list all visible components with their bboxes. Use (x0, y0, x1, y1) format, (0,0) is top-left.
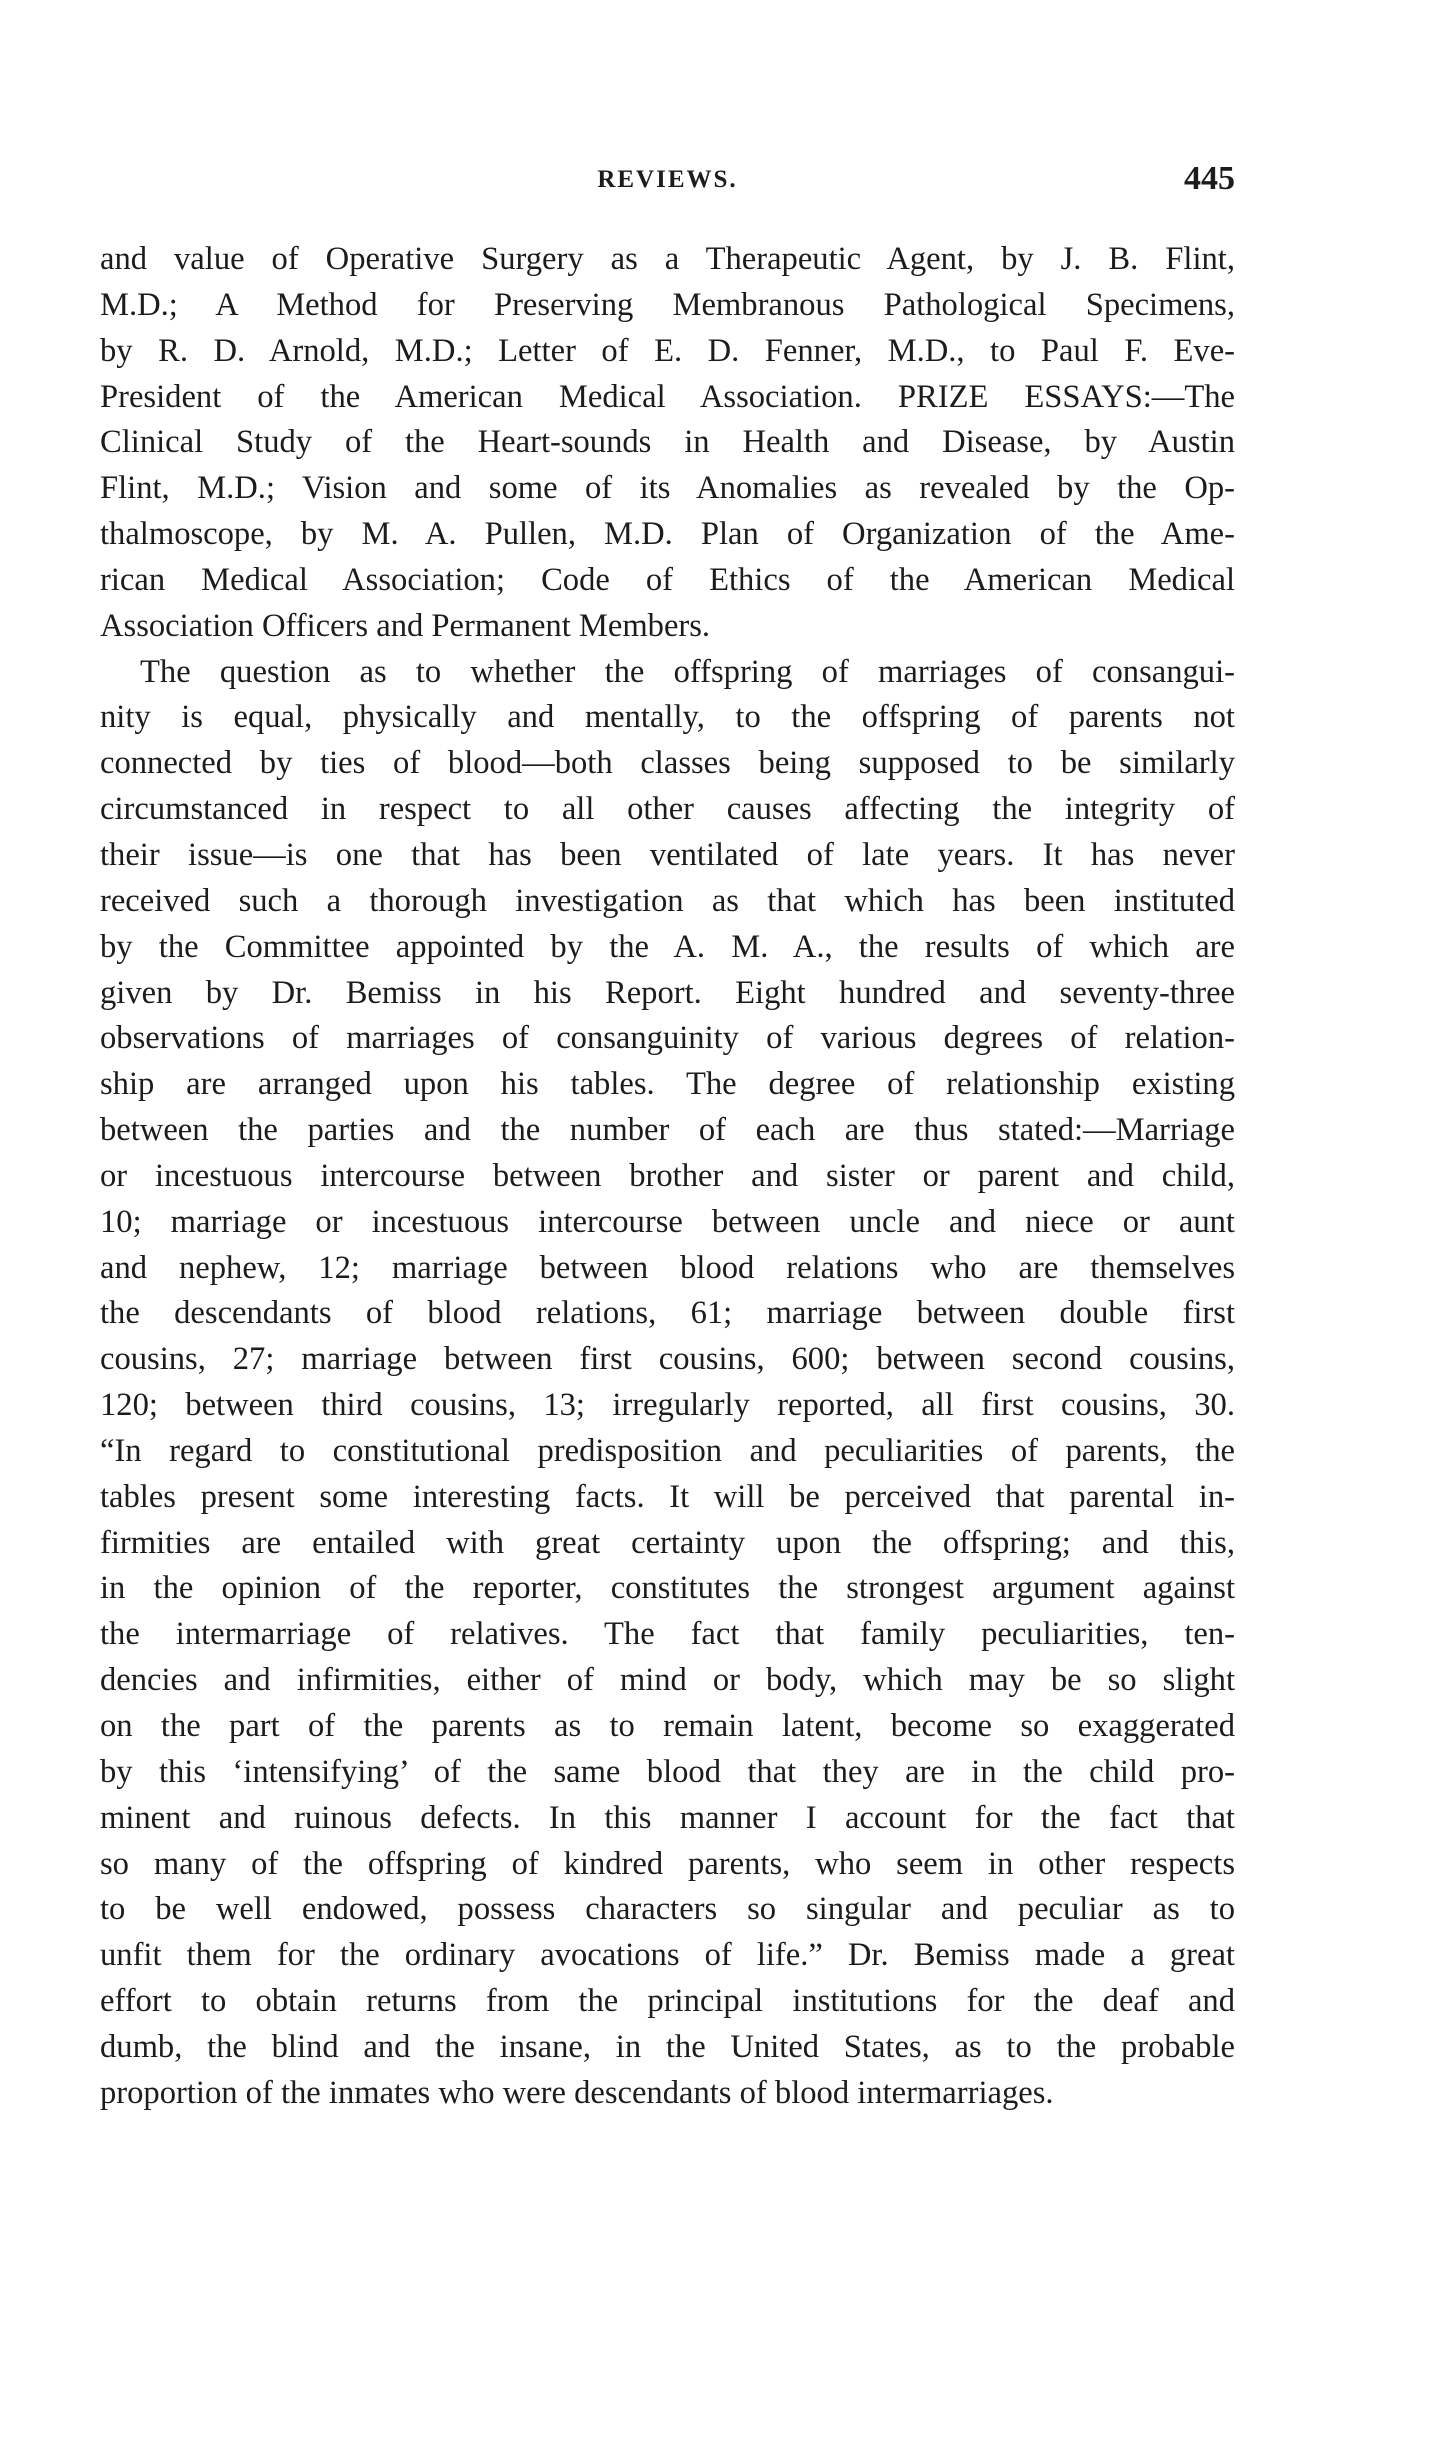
paragraph (100, 650, 1235, 2117)
text-line: rican Medical Association; Code of Ethics of the American Medical (100, 561, 1235, 598)
text-line: The question as to whether the offspring of marriages of consangui- (140, 653, 1235, 690)
text-line: circumstanced in respect to all other causes affecting the integrity of (100, 791, 1235, 828)
text-line: observations of marriages of consanguinity of various degrees of relation- (100, 1020, 1235, 1057)
page-number: 445 (1184, 160, 1235, 197)
text-line: 10; marriage or incestuous intercourse between uncle and niece or aunt (100, 1203, 1235, 1240)
text-line: and value of Operative Surgery as a Therapeutic Agent, by J. B. Flint, (100, 241, 1235, 277)
text-line: ship are arranged upon his tables. The degree of relationship existing (100, 1066, 1235, 1103)
text-line: nity is equal, physically and mentally, to the offspring of parents not (100, 699, 1235, 736)
text-line: on the part of the parents as to remain latent, become so exaggerated (100, 1708, 1235, 1744)
paragraph (100, 237, 1235, 650)
text-line: by the Committee appointed by the A. M. A., the results of which are (100, 928, 1235, 965)
text-line: by this ‘intensifying’ of the same blood that they are in the child pro- (100, 1753, 1235, 1790)
text-line: unfit them for the ordinary avocations of life.” Dr. Bemiss made a great (100, 1937, 1235, 1974)
text-line: “In regard to constitutional predisposition and peculiarities of parents, the (100, 1432, 1235, 1469)
text-line: received such a thorough investigation as that which has been instituted (100, 882, 1235, 919)
text-line: in the opinion of the reporter, constitutes the strongest argument against (100, 1570, 1235, 1607)
text-line: tables present some interesting facts. It will be perceived that parental in- (100, 1478, 1235, 1515)
text-line: dencies and infirmities, either of mind or body, which may be so slight (100, 1662, 1235, 1699)
text-line: Association Officers and Permanent Members. (100, 607, 711, 644)
text-line: the intermarriage of relatives. The fact that family peculiarities, ten- (100, 1616, 1235, 1653)
text-line: connected by ties of blood—both classes being supposed to be similarly (100, 745, 1235, 782)
text-line: so many of the offspring of kindred parents, who seem in other respects (100, 1845, 1235, 1882)
text-line: to be well endowed, possess characters so singular and peculiar as to (100, 1891, 1235, 1928)
text-line: or incestuous intercourse between brother and sister or parent and child, (100, 1157, 1235, 1194)
text-line: by R. D. Arnold, M.D.; Letter of E. D. Fenner, M.D., to Paul F. Eve- (100, 332, 1235, 369)
text-line: firmities are entailed with great certainty upon the offspring; and this, (100, 1524, 1235, 1561)
text-line: 120; between third cousins, 13; irregularly reported, all first cousins, 30. (100, 1387, 1235, 1424)
text-line: Flint, M.D.; Vision and some of its Anomalies as revealed by the Op- (100, 470, 1235, 507)
text-line: effort to obtain returns from the principal institutions for the deaf and (100, 1983, 1235, 2020)
text-line: and nephew, 12; marriage between blood relations who are themselves (100, 1249, 1235, 1286)
text-line: Clinical Study of the Heart-sounds in Health and Disease, by Austin (100, 424, 1235, 461)
text-line: minent and ruinous defects. In this manner I account for the fact that (100, 1799, 1235, 1836)
running-title: REVIEWS. (597, 166, 738, 193)
text-line: dumb, the blind and the insane, in the United States, as to the probable (100, 2028, 1235, 2065)
body-text (100, 237, 1235, 2117)
text-line: the descendants of blood relations, 61; marriage between double first (100, 1295, 1235, 1332)
text-line: President of the American Medical Association. PRIZE ESSAYS:—The (100, 378, 1235, 415)
text-line: cousins, 27; marriage between first cousins, 600; between second cousins, (100, 1341, 1235, 1378)
text-line: their issue—is one that has been ventilated of late years. It has never (100, 836, 1235, 873)
text-line: thalmoscope, by M. A. Pullen, M.D. Plan of Organization of the Ame- (100, 516, 1235, 553)
text-line: given by Dr. Bemiss in his Report. Eight hundred and seventy-three (100, 974, 1235, 1011)
text-line: proportion of the inmates who were descendants of blood intermarriages. (100, 2074, 1054, 2111)
text-line: between the parties and the number of each are thus stated:—Marriage (100, 1112, 1235, 1149)
running-head (100, 160, 1235, 210)
text-line: M.D.; A Method for Preserving Membranous Pathological Specimens, (100, 286, 1235, 323)
